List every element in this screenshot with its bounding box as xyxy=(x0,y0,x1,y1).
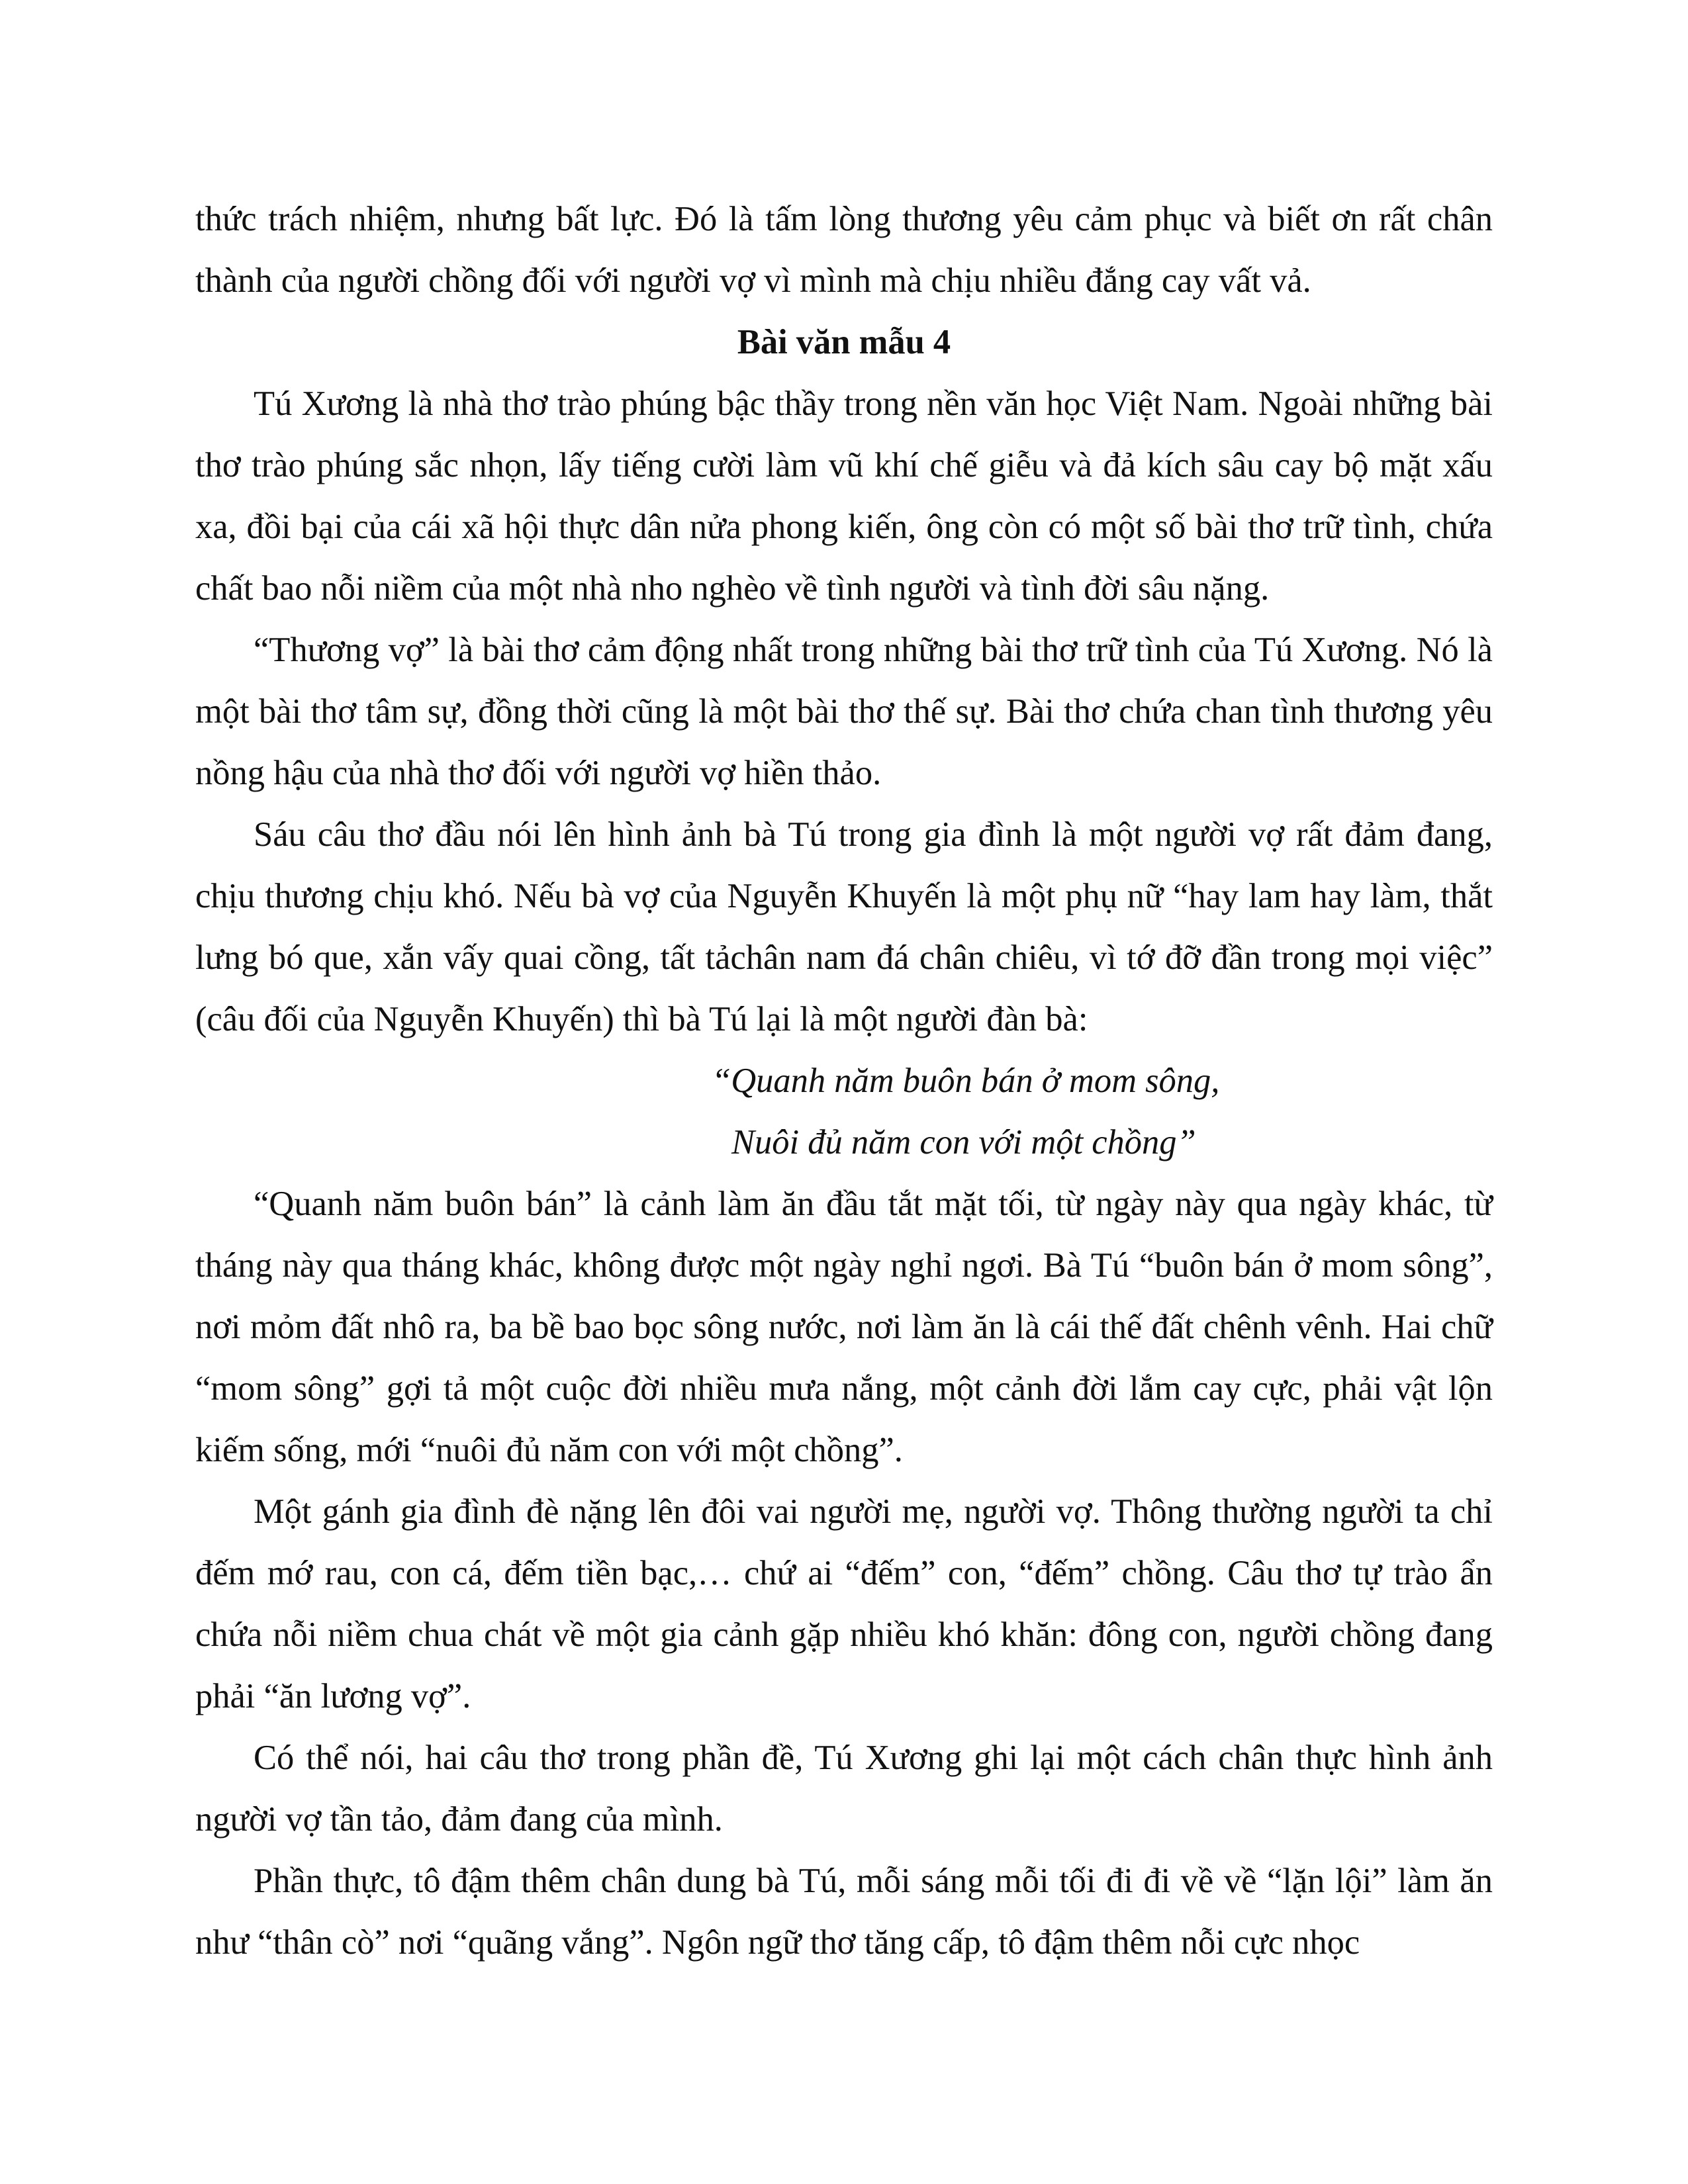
paragraph-thuong-vo: “Thương vợ” là bài thơ cảm động nhất trong những bài thơ trữ tình của Tú Xương. Nó là một bài thơ tâm sự, đồng thời cũng là một bài thơ thế sự. Bài thơ chứa chan tình thương yêu nồng hậu của nhà thơ đối với người vợ hiền thảo. xyxy=(195,631,1493,792)
poem-quote xyxy=(195,1050,1493,1173)
continuation-paragraph: thức trách nhiệm, nhưng bất lực. Đó là tấm lòng thương yêu cảm phục và biết ơn rất chân thành của người chồng đối với người vợ vì mình mà chịu nhiều đắng cay vất vả. xyxy=(195,200,1493,300)
paragraph-sau-cau-tho: Sáu câu thơ đầu nói lên hình ảnh bà Tú trong gia đình là một người vợ rất đảm đang, chịu thương chịu khó. Nếu bà vợ của Nguyễn Khuyến là một phụ nữ “hay lam hay làm, thắt lưng bó que, xắn vấy quai cồng, tất tảchân nam đá chân chiêu, vì tớ đỡ đần trong mọi việc” (câu đối của Nguyễn Khuyến) thì bà Tú lại là một người đàn bà: xyxy=(195,815,1493,1038)
section-heading: Bài văn mẫu 4 xyxy=(737,323,951,361)
paragraph-co-the-noi: Có thể nói, hai câu thơ trong phần đề, Tú Xương ghi lại một cách chân thực hình ảnh người vợ tần tảo, đảm đang của mình. xyxy=(195,1739,1493,1839)
paragraph-phan-thuc: Phần thực, tô đậm thêm chân dung bà Tú, mỗi sáng mỗi tối đi đi về về “lặn lội” làm ăn như “thân cò” nơi “quãng vắng”. Ngôn ngữ thơ tăng cấp, tô đậm thêm nỗi cực nhọc xyxy=(195,1862,1493,1962)
paragraph-ganh-gia-dinh: Một gánh gia đình đè nặng lên đôi vai người mẹ, người vợ. Thông thường người ta chỉ đếm mớ rau, con cá, đếm tiền bạc,… chứ ai “đếm” con, “đếm” chồng. Câu thơ tự trào ẩn chứa nỗi niềm chua chát về một gia cảnh gặp nhiều khó khăn: đông con, người chồng đang phải “ăn lương vợ”. xyxy=(195,1492,1493,1715)
poem-line-1: “Quanh năm buôn bán ở mom sông, xyxy=(712,1062,1220,1100)
paragraph-intro: Tú Xương là nhà thơ trào phúng bậc thầy trong nền văn học Việt Nam. Ngoài những bài thơ trào phúng sắc nhọn, lấy tiếng cười làm vũ khí chế giễu và đả kích sâu cay bộ mặt xấu xa, đồi bại của cái xã hội thực dân nửa phong kiến, ông còn có một số bài thơ trữ tình, chứa chất bao nỗi niềm của một nhà nho nghèo về tình người và tình đời sâu nặng. xyxy=(195,385,1493,608)
document-body xyxy=(195,189,1493,1974)
poem-line-2: Nuôi đủ năm con với một chồng” xyxy=(731,1123,1196,1161)
paragraph-quanh-nam: “Quanh năm buôn bán” là cảnh làm ăn đầu tắt mặt tối, từ ngày này qua ngày khác, từ tháng này qua tháng khác, không được một ngày nghỉ ngơi. Bà Tú “buôn bán ở mom sông”, nơi mỏm đất nhô ra, ba bề bao bọc sông nước, nơi làm ăn là cái thế đất chênh vênh. Hai chữ “mom sông” gợi tả một cuộc đời nhiều mưa nắng, một cảnh đời lắm cay cực, phải vật lộn kiếm sống, mới “nuôi đủ năm con với một chồng”. xyxy=(195,1185,1493,1469)
